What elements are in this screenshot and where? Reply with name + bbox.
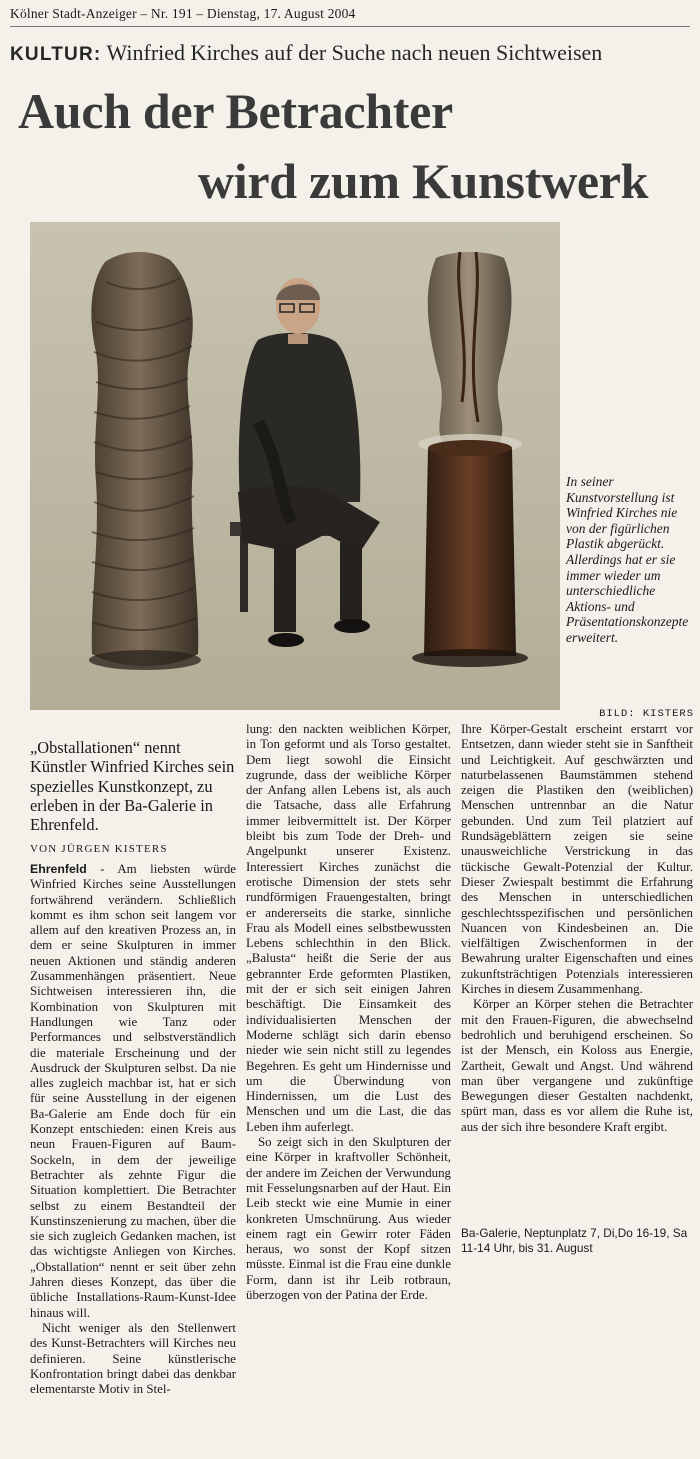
torso-sculpture (412, 252, 528, 667)
column-3-paragraph-1: Ihre Körper-Gestalt erscheint erstarrt vor Entsetzen, dann wieder steht sie in Sanftheit und Leichtigkeit. Auf geschwärzten und naturbelassenen Baumstämmen stehend zeigen die Plastiken den (weiblichen) Menschen untrennbar an die Natur gebunden. Und zum Teil platziert auf Rundsägeblättern zeigen sie seine unausweichliche Verstrickung in das tückische Gewalt-Potenzial der Kultur. Dieser Zwiespalt bestimmt die Erfahrung des Menschen in unterschiedlichen geschlechtsspezifischen und persönlichen Nuancen von Kindesbeinen an. Die vielfältigen Zwischenformen in der Bewahrung uralter Eigenschaften und eines zukunftsträchtigen Potenzials interessieren Kirches in diesem Zusammenhang. (461, 722, 693, 997)
section-kicker: KULTUR: (10, 44, 102, 65)
rope-wrapped-sculpture (89, 252, 201, 670)
photo-caption: In seiner Kunstvorstellung ist Winfried Kirches nie von der figürlichen Plastik abgerückt. Allerdings hat er sie immer wieder um unterschiedliche Aktions- und Präsentationskonzepte erweitert. (566, 474, 689, 645)
photo-illustration (30, 222, 560, 710)
headline-line-1: Auch der Betrachter (18, 83, 453, 139)
dateline: Ehrenfeld (30, 862, 87, 876)
masthead: Kölner Stadt-Anzeiger – Nr. 191 – Dienstag, 17. August 2004 (10, 6, 690, 27)
gallery-info: Ba-Galerie, Neptunplatz 7, Di,Do 16-19, Sa 11-14 Uhr, bis 31. August (461, 1226, 688, 1255)
article-photo (30, 222, 560, 710)
column-1-text-1: - Am liebsten würde Winfried Kirches seine Ausstellungen fortwährend verändern. Schließlich kommt es ihm schon seit langem vor allem auf den kreativen Prozess an, in dem er seine Skulpturen in immer neuen Aktionen und ständig anderen Zusammenhängen präsentiert. Neue Sichtweisen interessieren ihn, die Kombination von Skulpturen mit Handlungen wie Tanz oder Performances und selbstverständlich die materiale Erscheinung und der Ausdruck der Skulpturen selbst. Da nie alles zugleich machbar ist, hat er sich für seine Ausstellung in der eigenen Ba-Galerie am Ende doch für ein Konzept entschieden: einen Kreis aus neun Frauen-Figuren auf Baum-Sockeln, in dem der jeweilige Betrachter als zehnte Figur die Situation komplettiert. Die Betrachter selbst zu einem Bestandteil der Kunstinszenierung zu machen, über die sie sich zugleich Gedanken machen, ist das wichtigste Anliegen von Kirches. „Obstallation“ nennt er seit über zehn Jahren dieses Konzept, das über die übliche Installations-Raum-Kunst-Idee hinaus will. (30, 862, 236, 1320)
photo-credit: BILD: KISTERS (599, 708, 694, 720)
headline-line-2: wird zum Kunstwerk (198, 153, 649, 209)
kicker-line (10, 40, 695, 66)
article-column-1 (30, 862, 236, 1397)
article-intro: „Obstallationen“ nennt Künstler Winfried Kirches sein spezielles Kunstkonzept, zu erleben in der Ba-Galerie in Ehrenfeld. (30, 738, 235, 835)
column-2-paragraph-1: lung: den nackten weiblichen Körper, in Ton geformt und als Torso gestaltet. Dem liegt sowohl die Einsicht zugrunde, dass der weibliche Körper der Anfang allen Lebens ist, als auch die Tatsache, dass alle Erfahrung immer leibvermittelt ist. Der Körper bleibt bis zum Tode der Dreh- und Angelpunkt unserer Existenz. Interessiert Kirches zunächst die erotische Dimension der stets sehr rundförmigen Frauengestalten, bringt er andererseits die starke, sinnliche Frau als Modell eines selbstbewussten Lebens schlechthin in den Blick. „Balusta“ heißt die Serie der aus gebrannter Erde geformten Plastiken, mit der er sich seit einigen Jahren beschäftigt. Die Einsamkeit des individualisierten Menschen der Moderne schlägt sich darin ebenso nieder wie sein nicht still zu legendes Begehren. Es geht um Hindernisse und um die Überwindung von Hindernissen, um die Lust des Menschen und um die Last, die das Leben ihm auferlegt. (246, 722, 451, 1134)
column-1-paragraph-1 (30, 862, 236, 1321)
byline: VON JÜRGEN KISTERS (30, 843, 168, 855)
column-1-paragraph-2: Nicht weniger als den Stellenwert des Kunst-Betrachters will Kirches neu definieren. Seine künstlerische Konfrontation bringt dabei das denkbar elementarste Motiv in Stel- (30, 1320, 236, 1397)
article-column-2 (246, 722, 451, 1303)
subheadline: Winfried Kirches auf der Suche nach neuen Sichtweisen (106, 40, 603, 65)
column-2-paragraph-2: So zeigt sich in den Skulpturen der eine Körper in kraftvoller Schönheit, der andere im Zeichen der Verwundung mit Fesselungsnarben auf der Haut. Ein Leib steckt wie eine Mumie in einer konkreten Umschnürung. Aus wieder einem ragt ein Gewirr roter Fäden heraus, wo sonst der Kopf sitzen müsste. Einmal ist die Frau eine dunkle Form, dann ist ihr Leib rotbraun, überzogen von der Patina der Erde. (246, 1135, 451, 1302)
column-3-paragraph-2: Körper an Körper stehen die Betrachter mit den Frauen-Figuren, die abwechselnd bedrohlich und beruhigend erscheinen. So ist der Mensch, ein Koloss aus Energie, Zartheit, Gewalt und Angst. Und während man über vergangene und zukünftige Bewegungen dieser Gestalten nachdenkt, spürt man, dass es vor allem die Ruhe ist, aus der sich ihre besondere Kraft ergibt. (461, 997, 693, 1134)
article-column-3 (461, 722, 693, 1135)
